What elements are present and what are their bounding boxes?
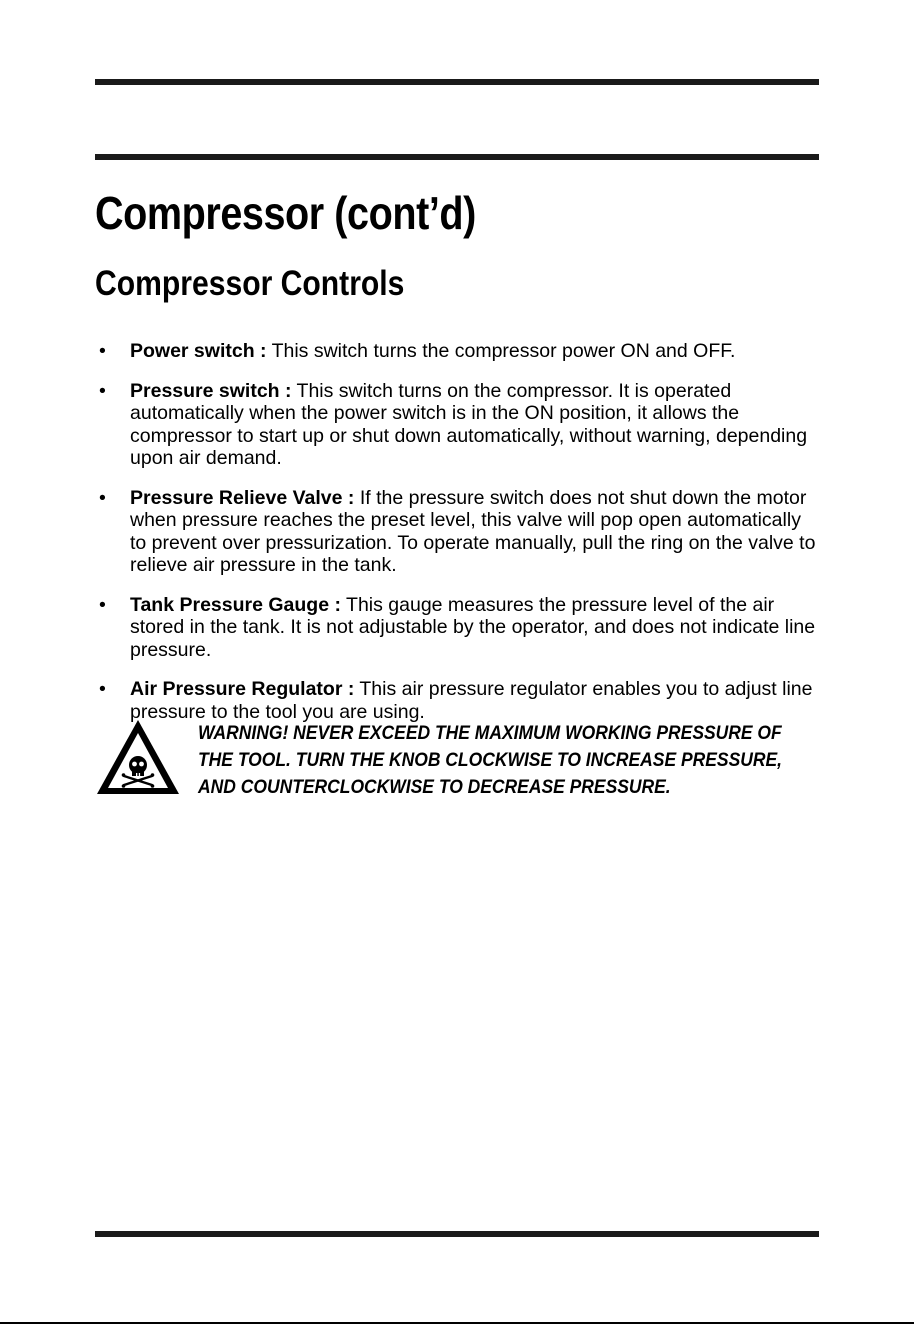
page-title: Compressor (cont’d) bbox=[95, 187, 476, 239]
list-item bbox=[95, 678, 819, 723]
warning-text: WARNING! NEVER EXCEED THE MAXIMUM WORKING PRESSURE OF THE TOOL. TURN THE KNOB CLOCKWISE TO INCREASE PRESSURE, AND COUNTERCLOCKWISE TO DECREASE PRESSURE. bbox=[198, 723, 783, 798]
list-item bbox=[95, 487, 819, 577]
control-term: Pressure switch : bbox=[130, 379, 292, 402]
bullet: • bbox=[99, 379, 106, 402]
bullet: • bbox=[99, 340, 106, 362]
list-item bbox=[95, 340, 819, 363]
control-description: This switch turns the compressor power ON and OFF. bbox=[266, 340, 736, 362]
list-item bbox=[95, 380, 819, 470]
bottom-rule bbox=[95, 1231, 819, 1237]
control-description: This air pressure regulator enables you to adjust line pressure to the tool you are using. bbox=[130, 678, 813, 723]
bullet: • bbox=[99, 486, 106, 509]
control-term: Air Pressure Regulator : bbox=[130, 678, 355, 700]
control-description: If the pressure switch does not shut down the motor when pressure reaches the preset level, this valve will pop open automatically to prevent over pressurization. To operate manually, pull the ring on the valve to relieve air pressure in the tank. bbox=[130, 486, 816, 576]
section-title: Compressor Controls bbox=[95, 264, 405, 303]
control-description: This switch turns on the compressor. It is operated automatically when the power switch is in the ON position, it allows the compressor to start up or shut down automatically, without warning, depending upon air demand. bbox=[130, 379, 808, 469]
list-item bbox=[95, 594, 819, 662]
bullet: • bbox=[99, 678, 106, 700]
warning-block bbox=[95, 718, 819, 798]
controls-list bbox=[95, 340, 819, 740]
control-term: Power switch : bbox=[130, 340, 267, 362]
control-term: Pressure Relieve Valve : bbox=[130, 486, 355, 509]
skull-crossbones-warning-icon bbox=[95, 718, 181, 796]
control-term: Tank Pressure Gauge : bbox=[130, 593, 341, 616]
bullet: • bbox=[99, 593, 106, 616]
header-rule bbox=[95, 154, 819, 160]
top-rule bbox=[95, 79, 819, 85]
control-description: This gauge measures the pressure level of the air stored in the tank. It is not adjustable by the operator, and does not indicate line pressure. bbox=[130, 593, 816, 661]
